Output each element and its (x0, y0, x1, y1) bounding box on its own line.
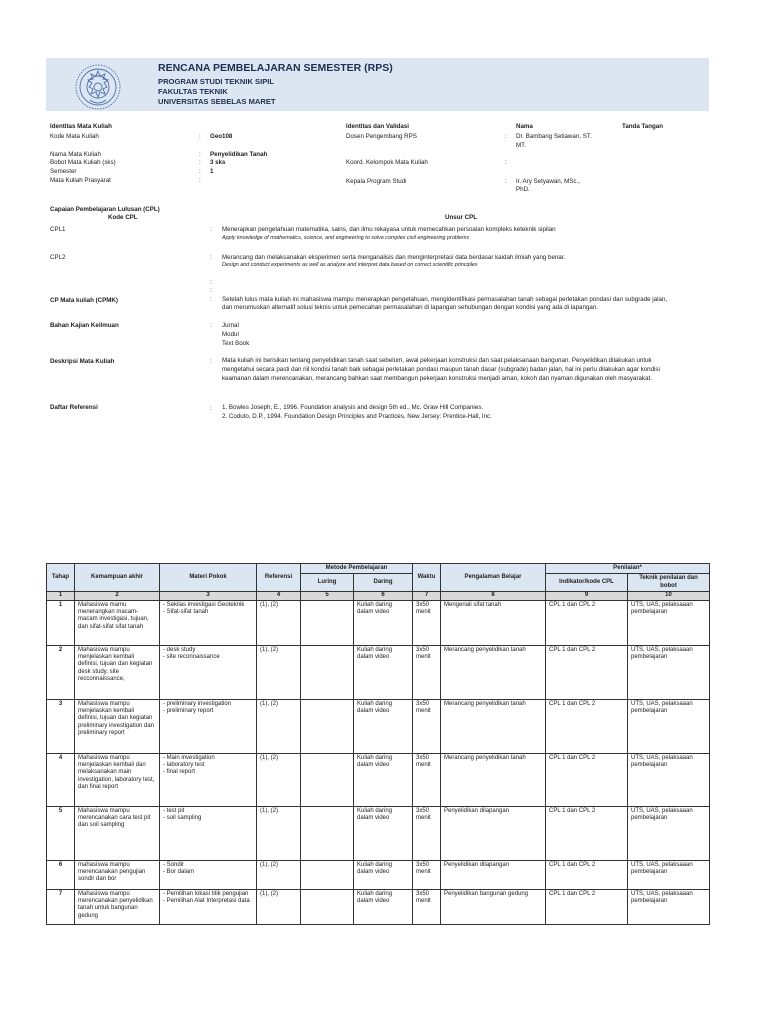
nama-heading: Nama (516, 123, 533, 130)
bahan-item: Modul (222, 331, 239, 338)
cpmk-text-line1: Setelah lulus mata kuliah ini mahasiswa mampu menerapkan pengetahuan, mengidentifikasi permasalahan tanah sebagai perletakan pondasi dan subgrade jalan, (222, 296, 668, 303)
cell-waktu: 3x50 menit (413, 860, 441, 889)
val-sep: : (505, 133, 507, 140)
cell-kemampuan: mahasiswa mampu merencanakan pengujian sondir dan bor (75, 860, 160, 889)
id-label-prasyarat: Mata Kuliah Prasyarat (50, 177, 111, 184)
materi-item: - preliminary investigation (163, 700, 232, 707)
cell-waktu: 3x50 menit (413, 600, 441, 645)
th-number: 3 (160, 592, 257, 600)
cell-indikator: CPL 1 dan CPL 2 (546, 699, 628, 753)
th-number: 7 (413, 592, 441, 600)
id-sep: : (199, 177, 201, 184)
val-label-koord: Koord. Kelompok Mata Kuliah (346, 159, 428, 166)
materi-item: - Main investigation (163, 754, 215, 761)
th-teknik: Teknik penilaian dan bobot (628, 574, 710, 592)
id-sep: : (199, 133, 201, 140)
materi-item: - desk study (163, 646, 196, 653)
materi-item: - Sondir (163, 861, 185, 868)
cell-waktu: 3x50 menit (413, 699, 441, 753)
cell-materi (160, 645, 257, 699)
cell-pengalaman: Merancang penyelidikan tanah (441, 699, 546, 753)
cpl-sep: : (210, 226, 212, 233)
referensi-heading: Daftar Referensi (50, 404, 98, 411)
id-label-bobot: Bobot Mata Kuliah (sks) (50, 159, 116, 166)
cell-luring (301, 806, 354, 860)
th-number: 1 (47, 592, 75, 600)
cell-teknik: UTS, UAS, pelaksaaan pembelajaran (628, 699, 710, 753)
materi-item: - Pemilihan lokasi titik pengujian (163, 890, 249, 897)
cell-daring: Kuliah daring dalam video (354, 806, 413, 860)
th-pengalaman: Pengalaman Belajar (441, 564, 546, 592)
cell-kemampuan: Mahasiswa mampu menjelaskan kembali definisi, tujuan dan kegiatan desk study, site recconnaissance, (75, 645, 160, 699)
th-number: 5 (301, 592, 354, 600)
cell-teknik: UTS, UAS, pelaksaaan pembelajaran (628, 860, 710, 889)
cpmk-sep: : (210, 296, 212, 303)
cell-referensi: (1), (2) (257, 889, 301, 924)
cell-referensi: (1), (2) (257, 600, 301, 645)
rps-schedule-table (46, 563, 710, 925)
referensi-item: 2. Coduto, D.P., 1994. Foundation Design Principles and Practices, New Jersey: Prentice-Hall, Inc. (222, 413, 492, 420)
deskripsi-heading: Deskripsi Mata Kuliah (50, 358, 115, 365)
th-number: 2 (75, 592, 160, 600)
cell-referensi: (1), (2) (257, 699, 301, 753)
cell-referensi: (1), (2) (257, 806, 301, 860)
cell-materi (160, 889, 257, 924)
cpl-heading: Capaian Pembelajaran Lulusan (CPL) (50, 206, 160, 213)
cell-tahap: 3 (47, 699, 75, 753)
cell-teknik: UTS, UAS, pelaksaaan pembelajaran (628, 600, 710, 645)
bahan-heading: Bahan Kajian Keilmuan (50, 322, 119, 329)
cell-luring (301, 860, 354, 889)
materi-item: - final report (163, 769, 196, 776)
cell-referensi: (1), (2) (257, 645, 301, 699)
cell-tahap: 4 (47, 753, 75, 806)
cell-tahap: 5 (47, 806, 75, 860)
cell-indikator: CPL 1 dan CPL 2 (546, 600, 628, 645)
cell-daring: Kuliah daring dalam video (354, 753, 413, 806)
cpl1-translation: Apply knowledge of mathematics, science, and engineering to solve complex civil engineering problems (222, 235, 470, 241)
table-row (47, 753, 710, 806)
th-number: 4 (257, 592, 301, 600)
val-name-dosen-cont: MT. (516, 142, 526, 149)
cell-kemampuan: Mahasiswa mampu merencanakan penyelidikan tanah untuk bangunan gedung (75, 889, 160, 924)
cell-referensi: (1), (2) (257, 753, 301, 806)
cell-waktu: 3x50 menit (413, 889, 441, 924)
cpl2-text: Merancang dan melaksanakan eksperimen serta menganalisis dan menginterpretasi data berdasar kaidah ilmiah yang benar. (222, 254, 566, 261)
cell-pengalaman: Penyelidikan bangunan gedung (441, 889, 546, 924)
referensi-item: 1. Bowles Joseph, E., 1996. Foundation analysis and design 5th ed., Mc. Graw Hill Companies. (222, 404, 484, 411)
cell-kemampuan: Mahasiswa mamu menerangkan macam-macam investigasi, tujuan, dan sifat-sifat sifat tanah (75, 600, 160, 645)
cell-tahap: 2 (47, 645, 75, 699)
cell-indikator: CPL 1 dan CPL 2 (546, 860, 628, 889)
document-title: RENCANA PEMBELAJARAN SEMESTER (RPS) (158, 62, 393, 74)
university-seal-icon (70, 62, 126, 112)
th-luring: Luring (301, 574, 354, 592)
bahan-item: Jurnal (222, 322, 239, 329)
materi-item: - soil sampling (163, 815, 202, 822)
identitas-heading: Identitas Mata Kuliah (50, 123, 112, 130)
cell-materi (160, 699, 257, 753)
cell-indikator: CPL 1 dan CPL 2 (546, 889, 628, 924)
cell-luring (301, 600, 354, 645)
th-indikator: Indikator/kode CPL (546, 574, 628, 592)
val-label-kaprodi: Kepala Program Studi (346, 178, 407, 185)
materi-item: - site reconnaissance (163, 654, 220, 661)
deskripsi-line: mengetahui secara pasti dan riil kondisi tanah baik sebagai perletakan pondasi maupun tanah dasar (subgrade) badan jalan, hal ini perlu dilakukan agar kondisi (222, 366, 660, 373)
cell-waktu: 3x50 menit (413, 806, 441, 860)
cpl2-code: CPL2 (50, 254, 66, 261)
th-number: 9 (546, 592, 628, 600)
val-sep: : (505, 159, 507, 166)
id-label-nama: Nama Mata Kuliah (50, 151, 101, 158)
bahan-item: Text Book (222, 340, 250, 347)
cpl2-translation: Design and conduct experiments as well as analyze and interpret data based on correct scientific principles (222, 262, 478, 268)
cell-pengalaman: Mengenali sifat tanah (441, 600, 546, 645)
id-value-bobot: 3 sks (210, 159, 226, 166)
cell-kemampuan: Mahasiswa mampu merencanakan cara test pit dan soil sampling (75, 806, 160, 860)
cell-indikator: CPL 1 dan CPL 2 (546, 806, 628, 860)
th-metode: Metode Pembelajaran (301, 564, 413, 574)
val-name-kaprodi-cont: PhD. (516, 186, 530, 193)
cell-daring: Kuliah daring dalam video (354, 600, 413, 645)
val-sep: : (505, 178, 507, 185)
cell-pengalaman: Penyelidikan dilapangan (441, 806, 546, 860)
cell-tahap: 1 (47, 600, 75, 645)
materi-item: - Sifat-sifat tanah (163, 609, 209, 616)
th-daring: Daring (354, 574, 413, 592)
id-sep: : (199, 151, 201, 158)
table-row (47, 645, 710, 699)
validasi-heading: Identitas dan Validasi (346, 123, 409, 130)
deskripsi-line: Mata kuliah ini berisikan tentang penyelidikan tanah saat sebelum, awal pekerjaan konstruksi dan saat pelaksanaan bangunan. Penyelidikan dilakukan untuk (222, 357, 652, 364)
th-number: 6 (354, 592, 413, 600)
cpl-sep: : (210, 279, 212, 286)
cell-referensi: (1), (2) (257, 860, 301, 889)
table-row (47, 699, 710, 753)
materi-item: - test pit (163, 807, 185, 814)
th-penilaian: Penilaian* (546, 564, 710, 574)
table-row (47, 600, 710, 645)
val-label-dosen: Dosen Pengembang RPS (346, 133, 417, 140)
cpmk-text-line2: dan merumuskan alternatif solusi teknis untuk pemecahan permasalahan di lapangan sehubungan dengan kondisi yang ada di lapangan. (222, 304, 598, 311)
id-value-semester: 1 (210, 168, 214, 175)
cell-tahap: 6 (47, 860, 75, 889)
cell-pengalaman: Merancang penyelidikan tanah (441, 645, 546, 699)
cell-pengalaman: Merancang penyelidikan tanah (441, 753, 546, 806)
referensi-sep: : (210, 405, 212, 412)
th-referensi: Referensi (257, 564, 301, 592)
cell-teknik: UTS, UAS, pelaksaaan pembelajaran (628, 753, 710, 806)
th-tahap: Tahap (47, 564, 75, 592)
cell-daring: Kuliah daring dalam video (354, 889, 413, 924)
th-number: 10 (628, 592, 710, 600)
table-row (47, 806, 710, 860)
cell-daring: Kuliah daring dalam video (354, 645, 413, 699)
cell-daring: Kuliah daring dalam video (354, 860, 413, 889)
cell-luring (301, 699, 354, 753)
cell-teknik: UTS, UAS, pelaksaaan pembelajaran (628, 645, 710, 699)
cell-waktu: 3x50 menit (413, 645, 441, 699)
deskripsi-line: keamanan dalam merencanakan, merancang bahkan saat membangun pekerjaan konstruksi menjadi aman, kokoh dan nyaman digunakan oleh masyarakat. (222, 375, 652, 382)
cell-luring (301, 889, 354, 924)
cell-pengalaman: Penyelidikan dilapangan (441, 860, 546, 889)
table-row (47, 889, 710, 924)
unsur-cpl-heading: Unsur CPL (445, 214, 477, 221)
cell-kemampuan: Mahasiswa mampu menjelaskan kembali dan melaksanakan main investigation, laboratory test, dan final report (75, 753, 160, 806)
th-materi: Materi Pokok (160, 564, 257, 592)
cell-materi (160, 806, 257, 860)
tanda-tangan-heading: Tanda Tangan (622, 123, 664, 130)
cell-teknik: UTS, UAS, pelaksaaan pembelajaran (628, 806, 710, 860)
cell-luring (301, 753, 354, 806)
faculty-name: FAKULTAS TEKNIK (158, 87, 228, 96)
deskripsi-sep: : (210, 358, 212, 365)
materi-item: - preliminary report (163, 708, 214, 715)
th-waktu: Waktu (413, 564, 441, 592)
cpl1-text: Menerapkan pengetahuan matematika, sains, dan ilmu rekayasa untuk memecahkan persoalan kompleks keteknik sipilan (222, 226, 556, 233)
cpmk-heading: CP Mata kuliah (CPMK) (50, 297, 118, 304)
cell-teknik: UTS, UAS, pelaksaaan pembelajaran (628, 889, 710, 924)
th-number: 8 (441, 592, 546, 600)
id-label-kode: Kode Mata Kuliah (50, 133, 99, 140)
cell-indikator: CPL 1 dan CPL 2 (546, 645, 628, 699)
id-value-nama: Penyelidikan Tanah (210, 151, 268, 158)
university-name: UNIVERSITAS SEBELAS MARET (158, 97, 276, 106)
cell-luring (301, 645, 354, 699)
kode-cpl-heading: Kode CPL (108, 214, 138, 221)
id-label-semester: Semester (50, 168, 77, 175)
cell-indikator: CPL 1 dan CPL 2 (546, 753, 628, 806)
materi-item: - Sekilas investigasi Geoteknik (163, 601, 245, 608)
materi-item: - Pemilihan Alat Interpretasi data (163, 898, 250, 905)
id-value-kode: Geo108 (210, 133, 233, 140)
cell-kemampuan: Mahasiswa mampu menjelaskan kembali definisi, tujuan dan kegiatan preliminary investigation dan preliminary report (75, 699, 160, 753)
val-name-kaprodi: Ir. Ary Setyawan, MSc., (516, 178, 580, 185)
val-name-dosen: Dr. Bambang Setiawan, ST. (516, 133, 592, 140)
cpl-sep: : (210, 254, 212, 261)
cell-materi (160, 600, 257, 645)
materi-item: - laboratory test (163, 762, 205, 769)
cpl1-code: CPL1 (50, 226, 66, 233)
id-sep: : (199, 159, 201, 166)
th-kemampuan: Kemampuan akhir (75, 564, 160, 592)
id-sep: : (199, 168, 201, 175)
cell-daring: Kuliah daring dalam video (354, 699, 413, 753)
bahan-sep: : (210, 322, 212, 329)
materi-item: - Bor dalam (163, 869, 195, 876)
table-row (47, 860, 710, 889)
cell-tahap: 7 (47, 889, 75, 924)
cell-materi (160, 860, 257, 889)
cell-materi (160, 753, 257, 806)
cpl-sep: : (210, 287, 212, 294)
program-name: PROGRAM STUDI TEKNIK SIPIL (158, 77, 275, 86)
cell-waktu: 3x50 menit (413, 753, 441, 806)
